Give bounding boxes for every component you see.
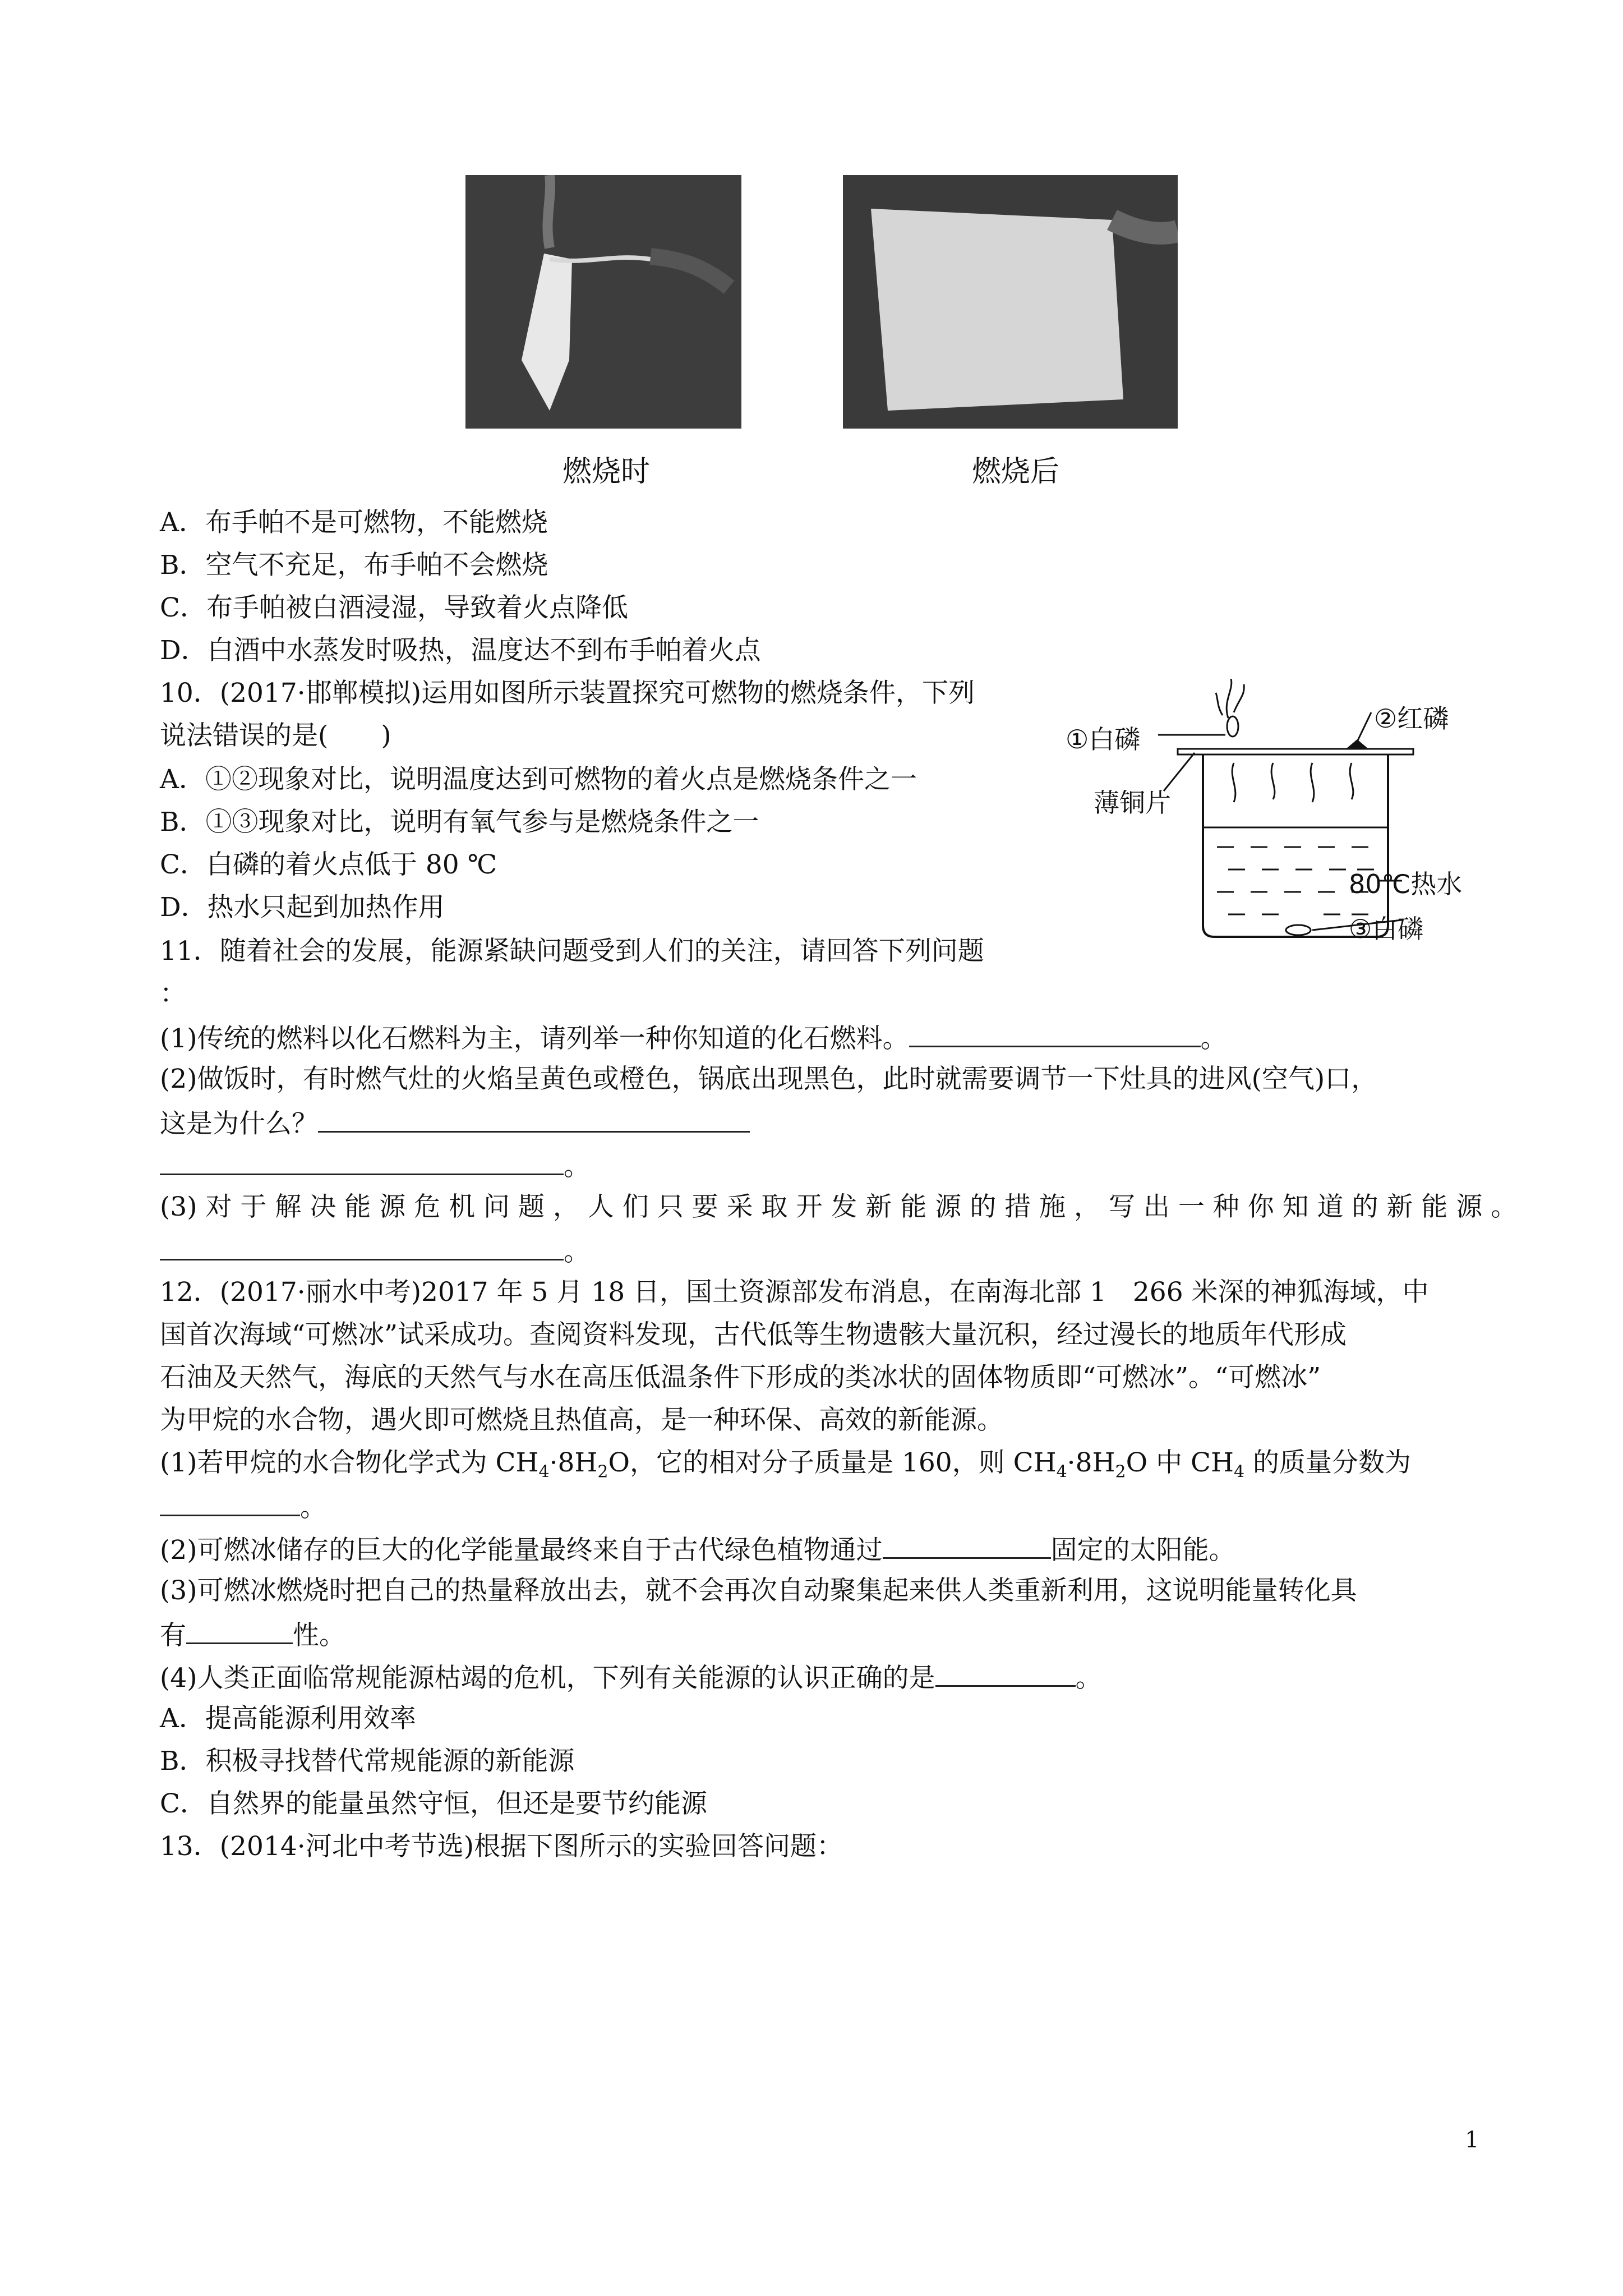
q12-part2-answer-blank[interactable] bbox=[883, 1531, 1051, 1559]
q9-option-a: A．布手帕不是可燃物，不能燃烧 bbox=[160, 507, 548, 538]
q13-stem: 13．(2014·河北中考节选)根据下图所示的实验回答问题： bbox=[160, 1831, 843, 1862]
q12-part1-answer-blank[interactable] bbox=[160, 1489, 300, 1516]
label-white-phosphorus-3: ③白磷 bbox=[1349, 914, 1424, 944]
q11-part3-answer-line bbox=[160, 1233, 590, 1269]
q10-apparatus-diagram bbox=[1066, 679, 1492, 959]
q12-part4 bbox=[160, 1659, 1102, 1695]
q12-part1-text-c: O，它的相对分子质量是 160，则 CH bbox=[608, 1447, 1057, 1478]
q12-part2-text-a: (2)可燃冰储存的巨大的化学能量最终来自于古代绿色植物通过 bbox=[160, 1535, 883, 1566]
q11-part2-answer-blank-2[interactable] bbox=[160, 1148, 564, 1175]
label-hot-water: 80℃热水 bbox=[1349, 869, 1463, 899]
handkerchief-burning-image bbox=[465, 175, 741, 429]
subscript-4: 4 bbox=[1056, 1462, 1067, 1482]
q11-part1-text: (1)传统的燃料以化石燃料为主，请列举一种你知道的化石燃料。 bbox=[160, 1023, 909, 1054]
q12-part2 bbox=[160, 1531, 1235, 1567]
q11-part2-line2 bbox=[160, 1105, 750, 1141]
q11-part1-answer-blank[interactable] bbox=[909, 1020, 1201, 1047]
q9-option-b: B．空气不充足，布手帕不会燃烧 bbox=[160, 550, 548, 581]
photo-after-burning bbox=[843, 175, 1178, 429]
q10-option-d: D．热水只起到加热作用 bbox=[160, 892, 445, 923]
q11-part2-line1: (2)做饭时，有时燃气灶的火焰呈黄色或橙色，锅底出现黑色，此时就需要调节一下灶具的进风(空气)口， bbox=[160, 1064, 1378, 1094]
q12-part1 bbox=[160, 1446, 1411, 1489]
handkerchief-after-image bbox=[843, 175, 1178, 429]
q12-stem-line3: 石油及天然气，海底的天然气与水在高压低温条件下形成的类冰状的固体物质即“可燃冰”。“可燃冰” bbox=[160, 1362, 1321, 1393]
q12-part1-answer-line bbox=[160, 1489, 326, 1525]
q12-stem-line1: 12．(2017·丽水中考)2017 年 5 月 18 日，国土资源部发布消息，在南海北部 1 266 米深的神狐海域，中 bbox=[160, 1277, 1429, 1308]
q10-option-c: C．白磷的着火点低于 80 ℃ bbox=[160, 849, 497, 880]
q12-part4-text: (4)人类正面临常规能源枯竭的危机，下列有关能源的认识正确的是 bbox=[160, 1663, 935, 1694]
q12-part1-text-d: ·8H bbox=[1067, 1447, 1115, 1478]
q10-option-b: B．①③现象对比，说明有氧气参与是燃烧条件之一 bbox=[160, 807, 759, 838]
q12-option-c: C．自然界的能量虽然守恒，但还是要节约能源 bbox=[160, 1788, 707, 1819]
q12-part2-text-b: 固定的太阳能。 bbox=[1050, 1535, 1235, 1566]
q9-option-d: D．白酒中水蒸发时吸热，温度达不到布手帕着火点 bbox=[160, 635, 761, 666]
q12-part3-line2 bbox=[160, 1617, 345, 1653]
q10-stem-line1: 10．(2017·邯郸模拟)运用如图所示装置探究可燃物的燃烧条件，下列 bbox=[160, 678, 975, 708]
q11-part2-period: 。 bbox=[564, 1151, 590, 1182]
q12-option-b: B．积极寻找替代常规能源的新能源 bbox=[160, 1746, 575, 1777]
subscript-4: 4 bbox=[538, 1462, 550, 1482]
q12-part3-answer-blank[interactable] bbox=[186, 1617, 293, 1644]
q10-option-a: A．①②现象对比，说明温度达到可燃物的着火点是燃烧条件之一 bbox=[160, 764, 917, 795]
q11-part3-answer-blank[interactable] bbox=[160, 1233, 564, 1260]
subscript-4: 4 bbox=[1233, 1462, 1245, 1482]
q12-part3-text-a: 有 bbox=[160, 1620, 186, 1651]
q11-part3: (3) 对 于 解 决 能 源 危 机 问 题 ， 人 们 只 要 采 取 开 发 新 能 源 的 措 施 ， 写 出 一 种 你 知 道 的 新 能 源 。 bbox=[160, 1191, 1518, 1222]
q11-part2-answer-blank-1[interactable] bbox=[318, 1105, 750, 1133]
subscript-2: 2 bbox=[1115, 1462, 1126, 1482]
q9-option-c: C．布手帕被白酒浸湿，导致着火点降低 bbox=[160, 592, 628, 623]
q12-part3-text-b: 性。 bbox=[293, 1620, 345, 1651]
q11-stem-colon: ： bbox=[160, 978, 186, 1009]
label-copper-sheet: 薄铜片 bbox=[1094, 788, 1171, 818]
q12-part4-period: 。 bbox=[1075, 1663, 1102, 1694]
subscript-2: 2 bbox=[597, 1462, 608, 1482]
caption-after-burning: 燃烧后 bbox=[972, 455, 1060, 489]
q12-part1-text-b: ·8H bbox=[549, 1447, 598, 1478]
photo-burning bbox=[465, 175, 741, 429]
q11-part1-period: 。 bbox=[1200, 1023, 1227, 1054]
q12-part3-line1: (3)可燃冰燃烧时把自己的热量释放出去，就不会再次自动聚集起来供人类重新利用，这说明能量转化具 bbox=[160, 1575, 1357, 1606]
q12-stem-line4: 为甲烷的水合物，遇火即可燃烧且热值高，是一种环保、高效的新能源。 bbox=[160, 1405, 1003, 1435]
q11-part3-period: 。 bbox=[564, 1236, 590, 1267]
q12-part1-text-e: O 中 CH bbox=[1126, 1447, 1234, 1478]
q12-part4-answer-blank[interactable] bbox=[935, 1659, 1076, 1687]
label-white-phosphorus-1: ①白磷 bbox=[1066, 724, 1141, 754]
q11-part2-line3 bbox=[160, 1148, 590, 1184]
q11-part1 bbox=[160, 1020, 1227, 1056]
q12-part1-text-f: 的质量分数为 bbox=[1244, 1447, 1412, 1478]
q12-part1-text-a: (1)若甲烷的水合物化学式为 CH bbox=[160, 1447, 539, 1478]
q12-option-a: A．提高能源利用效率 bbox=[160, 1703, 416, 1734]
q10-stem-line2: 说法错误的是( ) bbox=[160, 720, 391, 751]
q12-stem-line2: 国首次海域“可燃冰”试采成功。查阅资料发现，古代低等生物遗骸大量沉积，经过漫长的地质年代形成 bbox=[160, 1319, 1347, 1350]
q12-part1-period: 。 bbox=[300, 1492, 326, 1523]
label-red-phosphorus-2: ②红磷 bbox=[1374, 703, 1449, 734]
caption-burning: 燃烧时 bbox=[562, 455, 651, 489]
q11-part2-text: 这是为什么？ bbox=[160, 1108, 318, 1139]
q11-stem: 11．随着社会的发展，能源紧缺问题受到人们的关注，请回答下列问题 bbox=[160, 936, 984, 967]
page-number: 1 bbox=[1465, 2127, 1479, 2153]
